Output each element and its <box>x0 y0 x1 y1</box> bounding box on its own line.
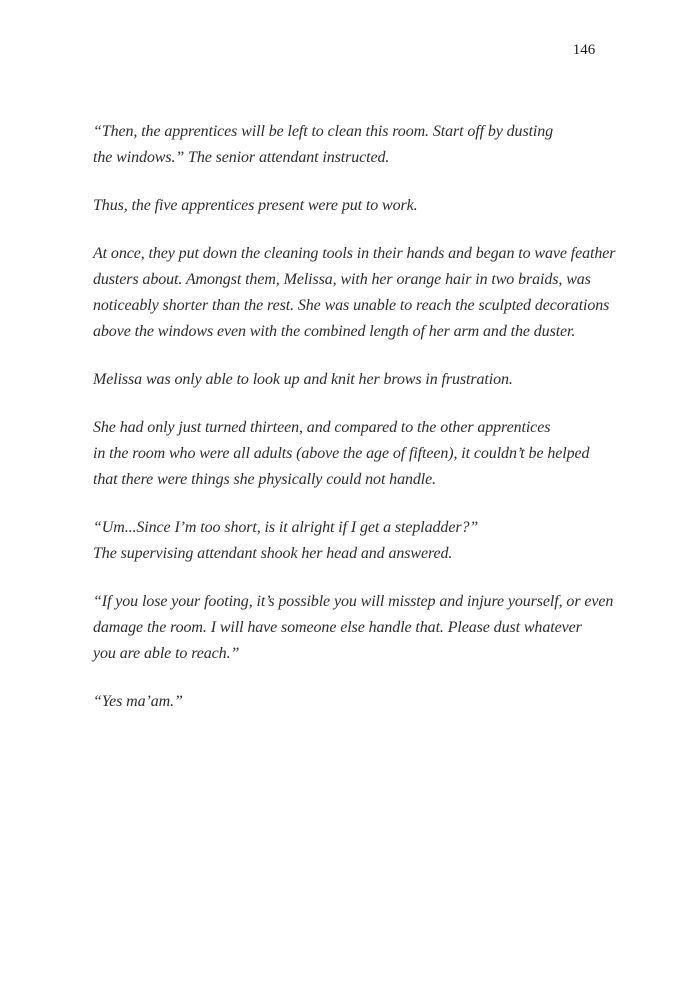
paragraph: “If you lose your footing, it’s possible you will misstep and injure yourself, or even damage the room. I will have someone else handle that. Please dust whatever you are able to reach.” <box>93 593 614 662</box>
page-body <box>93 119 653 737</box>
paragraph: At once, they put down the cleaning tools in their hands and began to wave feather dusters about. Amongst them, Melissa, with her orange hair in two braids, was noticeably shorter than the rest. She was unable to reach the sculpted decorations above the windows even with the combined length of her arm and the duster. <box>93 245 616 340</box>
paragraph: “Yes ma’am.” <box>93 693 183 710</box>
paragraph: Melissa was only able to look up and knit her brows in frustration. <box>93 371 513 388</box>
paragraph: She had only just turned thirteen, and compared to the other apprentices in the room who were all adults (above the age of fifteen), it couldn’t be helped that there were things she physically could not handle. <box>93 419 590 488</box>
paragraph: Thus, the five apprentices present were put to work. <box>93 197 418 214</box>
paragraph: “Um...Since I’m too short, is it alright if I get a stepladder?” The supervising attendant shook her head and answered. <box>93 519 479 562</box>
paragraph: “Then, the apprentices will be left to clean this room. Start off by dusting the windows.” The senior attendant instructed. <box>93 123 554 166</box>
page-number: 146 <box>572 42 596 58</box>
